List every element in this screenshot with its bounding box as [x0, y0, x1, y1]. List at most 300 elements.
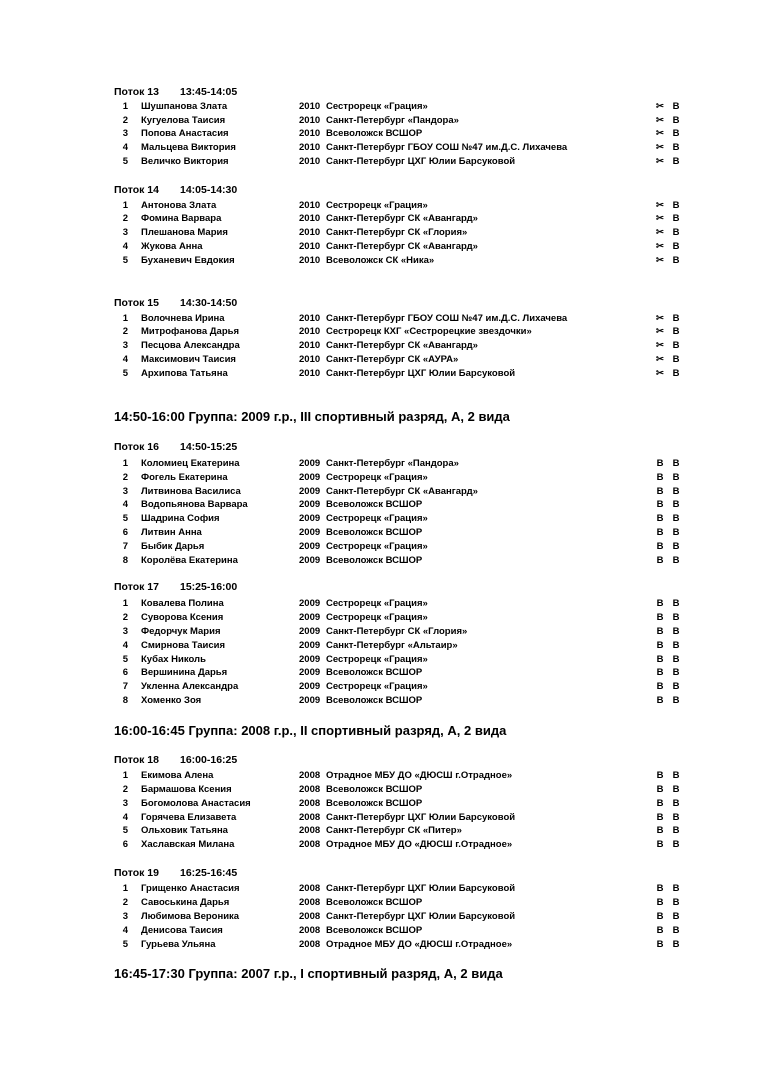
- apparatus-2: В: [672, 911, 680, 922]
- apparatus-1: ✂: [656, 101, 664, 112]
- participant-row: [0, 486, 764, 499]
- apparatus-1: В: [656, 527, 664, 538]
- participant-row: [0, 354, 764, 367]
- row-number: 2: [122, 612, 128, 623]
- row-number: 5: [122, 513, 128, 524]
- apparatus-1: ✂: [656, 313, 664, 324]
- apparatus-2: В: [672, 326, 680, 337]
- group-heading: 16:45-17:30 Группа: 2007 г.р., I спортивный разряд, А, 2 вида: [114, 966, 503, 981]
- participant-row: [0, 472, 764, 485]
- apparatus-2: В: [672, 555, 680, 566]
- participant-name: Ольховик Татьяна: [141, 825, 228, 836]
- birth-year: 2010: [299, 313, 321, 324]
- flow-title: [114, 754, 237, 766]
- row-number: 5: [122, 255, 128, 266]
- apparatus-2: В: [672, 128, 680, 139]
- club-name: Всеволожск ВСШОР: [326, 897, 423, 908]
- participant-name: Фомина Варвара: [141, 213, 222, 224]
- participant-name: Грищенко Анастасия: [141, 883, 240, 894]
- participant-row: [0, 227, 764, 240]
- participant-name: Гурьева Ульяна: [141, 939, 216, 950]
- participant-name: Плешанова Мария: [141, 227, 228, 238]
- birth-year: 2010: [299, 142, 321, 153]
- participant-row: [0, 200, 764, 213]
- flow-title: [114, 297, 237, 309]
- club-name: Сестрорецк «Грация»: [326, 513, 428, 524]
- club-name: Всеволожск ВСШОР: [326, 128, 423, 139]
- apparatus-2: В: [672, 368, 680, 379]
- participant-name: Смирнова Таисия: [141, 640, 226, 651]
- participant-name: Митрофанова Дарья: [141, 326, 240, 337]
- flow-title: [114, 86, 237, 98]
- club-name: Сестрорецк «Грация»: [326, 681, 428, 692]
- apparatus-1: В: [656, 839, 664, 850]
- row-number: 8: [122, 695, 128, 706]
- participant-name: Песцова Александра: [141, 340, 240, 351]
- row-number: 2: [122, 784, 128, 795]
- row-number: 4: [122, 640, 128, 651]
- apparatus-1: В: [656, 598, 664, 609]
- apparatus-1: ✂: [656, 368, 664, 379]
- participant-row: [0, 101, 764, 114]
- club-name: Санкт-Петербург СК «Авангард»: [326, 486, 478, 497]
- club-name: Санкт-Петербург СК «Питер»: [326, 825, 462, 836]
- apparatus-2: В: [672, 486, 680, 497]
- flow-name: Поток 16: [114, 441, 159, 453]
- club-name: Отрадное МБУ ДО «ДЮСШ г.Отрадное»: [326, 939, 513, 950]
- birth-year: 2009: [299, 527, 321, 538]
- birth-year: 2010: [299, 115, 321, 126]
- group-heading: 14:50-16:00 Группа: 2009 г.р., III спортивный разряд, А, 2 вида: [114, 409, 510, 424]
- row-number: 1: [122, 883, 128, 894]
- row-number: 4: [122, 925, 128, 936]
- apparatus-1: В: [656, 784, 664, 795]
- participant-name: Королёва Екатерина: [141, 555, 238, 566]
- row-number: 3: [122, 340, 128, 351]
- birth-year: 2008: [299, 770, 321, 781]
- row-number: 8: [122, 555, 128, 566]
- flow-name: Поток 19: [114, 867, 159, 879]
- participant-row: [0, 598, 764, 611]
- row-number: 5: [122, 825, 128, 836]
- club-name: Санкт-Петербург СК «Авангард»: [326, 241, 478, 252]
- participant-name: Хоменко Зоя: [141, 695, 202, 706]
- row-number: 1: [122, 313, 128, 324]
- club-name: Всеволожск ВСШОР: [326, 798, 423, 809]
- apparatus-2: В: [672, 612, 680, 623]
- apparatus-1: В: [656, 640, 664, 651]
- birth-year: 2010: [299, 241, 321, 252]
- apparatus-1: В: [656, 555, 664, 566]
- row-number: 3: [122, 911, 128, 922]
- row-number: 3: [122, 486, 128, 497]
- participant-row: [0, 925, 764, 938]
- apparatus-2: В: [672, 499, 680, 510]
- apparatus-2: В: [672, 227, 680, 238]
- club-name: Всеволожск ВСШОР: [326, 555, 423, 566]
- flow-time: 14:05-14:30: [180, 184, 238, 196]
- apparatus-1: В: [656, 939, 664, 950]
- club-name: Всеволожск ВСШОР: [326, 695, 423, 706]
- row-number: 5: [122, 368, 128, 379]
- birth-year: 2009: [299, 667, 321, 678]
- club-name: Отрадное МБУ ДО «ДЮСШ г.Отрадное»: [326, 839, 513, 850]
- apparatus-2: В: [672, 213, 680, 224]
- participant-name: Суворова Ксения: [141, 612, 224, 623]
- participant-row: [0, 911, 764, 924]
- row-number: 3: [122, 128, 128, 139]
- participant-row: [0, 513, 764, 526]
- apparatus-1: В: [656, 911, 664, 922]
- apparatus-2: В: [672, 839, 680, 850]
- birth-year: 2008: [299, 939, 321, 950]
- club-name: Санкт-Петербург СК «Авангард»: [326, 340, 478, 351]
- participant-name: Водопьянова Варвара: [141, 499, 248, 510]
- apparatus-2: В: [672, 241, 680, 252]
- participant-row: [0, 326, 764, 339]
- club-name: Сестрорецк «Грация»: [326, 541, 428, 552]
- participant-row: [0, 128, 764, 141]
- apparatus-1: В: [656, 499, 664, 510]
- birth-year: 2009: [299, 458, 321, 469]
- apparatus-1: В: [656, 458, 664, 469]
- birth-year: 2009: [299, 513, 321, 524]
- participant-name: Мальцева Виктория: [141, 142, 236, 153]
- club-name: Сестрорецк «Грация»: [326, 472, 428, 483]
- row-number: 4: [122, 142, 128, 153]
- participant-row: [0, 939, 764, 952]
- apparatus-2: В: [672, 654, 680, 665]
- participant-row: [0, 340, 764, 353]
- apparatus-1: В: [656, 612, 664, 623]
- club-name: Санкт-Петербург ЦХГ Юлии Барсуковой: [326, 156, 516, 167]
- flow-time: 15:25-16:00: [180, 581, 238, 593]
- row-number: 1: [122, 598, 128, 609]
- apparatus-2: В: [672, 681, 680, 692]
- participant-row: [0, 897, 764, 910]
- birth-year: 2008: [299, 784, 321, 795]
- row-number: 3: [122, 798, 128, 809]
- apparatus-1: ✂: [656, 354, 664, 365]
- apparatus-2: В: [672, 825, 680, 836]
- birth-year: 2010: [299, 227, 321, 238]
- participant-name: Денисова Таисия: [141, 925, 223, 936]
- club-name: Всеволожск ВСШОР: [326, 499, 423, 510]
- club-name: Всеволожск ВСШОР: [326, 527, 423, 538]
- row-number: 1: [122, 200, 128, 211]
- club-name: Санкт-Петербург «Альтаир»: [326, 640, 458, 651]
- participant-row: [0, 499, 764, 512]
- apparatus-1: В: [656, 770, 664, 781]
- apparatus-1: В: [656, 695, 664, 706]
- participant-row: [0, 798, 764, 811]
- apparatus-2: В: [672, 925, 680, 936]
- participant-name: Хаславская Милана: [141, 839, 235, 850]
- apparatus-1: ✂: [656, 142, 664, 153]
- flow-title: [114, 441, 237, 453]
- apparatus-1: ✂: [656, 128, 664, 139]
- apparatus-1: ✂: [656, 326, 664, 337]
- apparatus-2: В: [672, 626, 680, 637]
- flow-name: Поток 13: [114, 86, 159, 98]
- birth-year: 2009: [299, 654, 321, 665]
- participant-name: Литвинова Василиса: [141, 486, 241, 497]
- apparatus-2: В: [672, 101, 680, 112]
- participant-row: [0, 825, 764, 838]
- birth-year: 2010: [299, 255, 321, 266]
- birth-year: 2008: [299, 911, 321, 922]
- row-number: 1: [122, 101, 128, 112]
- birth-year: 2008: [299, 812, 321, 823]
- flow-title: [114, 867, 237, 879]
- club-name: Всеволожск ВСШОР: [326, 925, 423, 936]
- flow-time: 16:00-16:25: [180, 754, 238, 766]
- participant-row: [0, 313, 764, 326]
- apparatus-1: В: [656, 626, 664, 637]
- participant-row: [0, 241, 764, 254]
- flow-time: 16:25-16:45: [180, 867, 238, 879]
- apparatus-1: В: [656, 883, 664, 894]
- participant-row: [0, 555, 764, 568]
- club-name: Санкт-Петербург «Пандора»: [326, 115, 459, 126]
- birth-year: 2010: [299, 200, 321, 211]
- birth-year: 2008: [299, 839, 321, 850]
- club-name: Сестрорецк «Грация»: [326, 598, 428, 609]
- club-name: Санкт-Петербург ЦХГ Юлии Барсуковой: [326, 883, 516, 894]
- participant-row: [0, 695, 764, 708]
- apparatus-1: В: [656, 897, 664, 908]
- participant-row: [0, 667, 764, 680]
- row-number: 4: [122, 499, 128, 510]
- participant-row: [0, 770, 764, 783]
- apparatus-2: В: [672, 640, 680, 651]
- participant-row: [0, 612, 764, 625]
- participant-row: [0, 626, 764, 639]
- flow-time: 14:30-14:50: [180, 297, 238, 309]
- participant-row: [0, 255, 764, 268]
- participant-name: Быбик Дарья: [141, 541, 205, 552]
- birth-year: 2010: [299, 340, 321, 351]
- apparatus-1: В: [656, 541, 664, 552]
- participant-name: Шадрина София: [141, 513, 220, 524]
- participant-name: Антонова Злата: [141, 200, 217, 211]
- participant-row: [0, 541, 764, 554]
- apparatus-2: В: [672, 458, 680, 469]
- apparatus-1: В: [656, 681, 664, 692]
- participant-row: [0, 839, 764, 852]
- apparatus-2: В: [672, 695, 680, 706]
- apparatus-2: В: [672, 156, 680, 167]
- participant-name: Попова Анастасия: [141, 128, 229, 139]
- flow-name: Поток 18: [114, 754, 159, 766]
- apparatus-1: В: [656, 667, 664, 678]
- row-number: 1: [122, 458, 128, 469]
- flow-name: Поток 15: [114, 297, 159, 309]
- club-name: Санкт-Петербург ЦХГ Юлии Барсуковой: [326, 911, 516, 922]
- birth-year: 2009: [299, 499, 321, 510]
- club-name: Всеволожск СК «Ника»: [326, 255, 435, 266]
- birth-year: 2009: [299, 472, 321, 483]
- club-name: Санкт-Петербург СК «Глория»: [326, 227, 468, 238]
- apparatus-1: В: [656, 825, 664, 836]
- row-number: 4: [122, 241, 128, 252]
- birth-year: 2009: [299, 626, 321, 637]
- birth-year: 2008: [299, 925, 321, 936]
- participant-name: Архипова Татьяна: [141, 368, 228, 379]
- apparatus-1: В: [656, 472, 664, 483]
- row-number: 2: [122, 897, 128, 908]
- participant-name: Фогель Екатерина: [141, 472, 228, 483]
- birth-year: 2009: [299, 598, 321, 609]
- club-name: Всеволожск ВСШОР: [326, 784, 423, 795]
- participant-name: Любимова Вероника: [141, 911, 240, 922]
- apparatus-1: ✂: [656, 241, 664, 252]
- birth-year: 2008: [299, 798, 321, 809]
- group-heading: 16:00-16:45 Группа: 2008 г.р., II спортивный разряд, А, 2 вида: [114, 723, 507, 738]
- flow-time: 13:45-14:05: [180, 86, 238, 98]
- row-number: 7: [122, 541, 128, 552]
- participant-row: [0, 654, 764, 667]
- birth-year: 2010: [299, 101, 321, 112]
- row-number: 3: [122, 227, 128, 238]
- participant-name: Буханевич Евдокия: [141, 255, 235, 266]
- participant-name: Волочнева Ирина: [141, 313, 225, 324]
- birth-year: 2009: [299, 640, 321, 651]
- participant-row: [0, 156, 764, 169]
- participant-name: Кугуелова Таисия: [141, 115, 226, 126]
- flow-time: 14:50-15:25: [180, 441, 238, 453]
- club-name: Санкт-Петербург ГБОУ СОШ №47 им.Д.С. Лихачева: [326, 313, 568, 324]
- row-number: 5: [122, 156, 128, 167]
- club-name: Отрадное МБУ ДО «ДЮСШ г.Отрадное»: [326, 770, 513, 781]
- club-name: Сестрорецк «Грация»: [326, 612, 428, 623]
- club-name: Санкт-Петербург СК «Авангард»: [326, 213, 478, 224]
- participant-row: [0, 213, 764, 226]
- apparatus-1: В: [656, 925, 664, 936]
- row-number: 6: [122, 667, 128, 678]
- flow-title: [114, 581, 237, 593]
- participant-row: [0, 368, 764, 381]
- participant-name: Екимова Алена: [141, 770, 214, 781]
- club-name: Санкт-Петербург СК «Глория»: [326, 626, 468, 637]
- club-name: Сестрорецк «Грация»: [326, 101, 428, 112]
- participant-name: Савоськина Дарья: [141, 897, 230, 908]
- row-number: 6: [122, 839, 128, 850]
- apparatus-1: ✂: [656, 213, 664, 224]
- birth-year: 2010: [299, 326, 321, 337]
- apparatus-2: В: [672, 798, 680, 809]
- participant-row: [0, 458, 764, 471]
- participant-row: [0, 812, 764, 825]
- participant-name: Богомолова Анастасия: [141, 798, 251, 809]
- apparatus-1: ✂: [656, 156, 664, 167]
- club-name: Сестрорецк «Грация»: [326, 654, 428, 665]
- row-number: 2: [122, 115, 128, 126]
- apparatus-1: В: [656, 513, 664, 524]
- row-number: 1: [122, 770, 128, 781]
- apparatus-1: В: [656, 798, 664, 809]
- participant-name: Коломиец Екатерина: [141, 458, 240, 469]
- row-number: 4: [122, 354, 128, 365]
- row-number: 2: [122, 326, 128, 337]
- participant-name: Максимович Таисия: [141, 354, 236, 365]
- participant-row: [0, 784, 764, 797]
- row-number: 6: [122, 527, 128, 538]
- apparatus-2: В: [672, 255, 680, 266]
- apparatus-2: В: [672, 541, 680, 552]
- club-name: Санкт-Петербург «Пандора»: [326, 458, 459, 469]
- club-name: Санкт-Петербург ГБОУ СОШ №47 им.Д.С. Лихачева: [326, 142, 568, 153]
- club-name: Сестрорецк КХГ «Сестрорецкие звездочки»: [326, 326, 532, 337]
- participant-name: Федорчук Мария: [141, 626, 221, 637]
- birth-year: 2008: [299, 825, 321, 836]
- apparatus-2: В: [672, 770, 680, 781]
- apparatus-2: В: [672, 897, 680, 908]
- participant-name: Шушпанова Злата: [141, 101, 228, 112]
- flow-name: Поток 17: [114, 581, 159, 593]
- row-number: 5: [122, 939, 128, 950]
- flow-name: Поток 14: [114, 184, 159, 196]
- birth-year: 2010: [299, 368, 321, 379]
- apparatus-2: В: [672, 812, 680, 823]
- apparatus-2: В: [672, 513, 680, 524]
- participant-row: [0, 640, 764, 653]
- apparatus-2: В: [672, 667, 680, 678]
- participant-name: Укленна Александра: [141, 681, 239, 692]
- participant-name: Вершинина Дарья: [141, 667, 228, 678]
- apparatus-2: В: [672, 200, 680, 211]
- club-name: Санкт-Петербург ЦХГ Юлии Барсуковой: [326, 812, 516, 823]
- birth-year: 2009: [299, 541, 321, 552]
- participant-row: [0, 527, 764, 540]
- apparatus-2: В: [672, 142, 680, 153]
- apparatus-2: В: [672, 472, 680, 483]
- apparatus-2: В: [672, 115, 680, 126]
- row-number: 2: [122, 472, 128, 483]
- apparatus-2: В: [672, 939, 680, 950]
- apparatus-1: ✂: [656, 340, 664, 351]
- apparatus-2: В: [672, 527, 680, 538]
- apparatus-2: В: [672, 313, 680, 324]
- birth-year: 2009: [299, 681, 321, 692]
- participant-name: Литвин Анна: [141, 527, 202, 538]
- row-number: 3: [122, 626, 128, 637]
- participant-name: Жукова Анна: [141, 241, 203, 252]
- birth-year: 2008: [299, 897, 321, 908]
- apparatus-1: В: [656, 486, 664, 497]
- participant-row: [0, 142, 764, 155]
- apparatus-1: ✂: [656, 227, 664, 238]
- apparatus-1: ✂: [656, 255, 664, 266]
- participant-name: Ковалева Полина: [141, 598, 224, 609]
- club-name: Сестрорецк «Грация»: [326, 200, 428, 211]
- participant-name: Горячева Елизавета: [141, 812, 237, 823]
- birth-year: 2009: [299, 612, 321, 623]
- apparatus-1: ✂: [656, 115, 664, 126]
- participant-name: Кубах Николь: [141, 654, 206, 665]
- club-name: Санкт-Петербург ЦХГ Юлии Барсуковой: [326, 368, 516, 379]
- row-number: 7: [122, 681, 128, 692]
- birth-year: 2009: [299, 486, 321, 497]
- participant-row: [0, 883, 764, 896]
- apparatus-1: В: [656, 654, 664, 665]
- participant-name: Бармашова Ксения: [141, 784, 232, 795]
- birth-year: 2009: [299, 695, 321, 706]
- row-number: 5: [122, 654, 128, 665]
- birth-year: 2009: [299, 555, 321, 566]
- club-name: Всеволожск ВСШОР: [326, 667, 423, 678]
- flow-title: [114, 184, 237, 196]
